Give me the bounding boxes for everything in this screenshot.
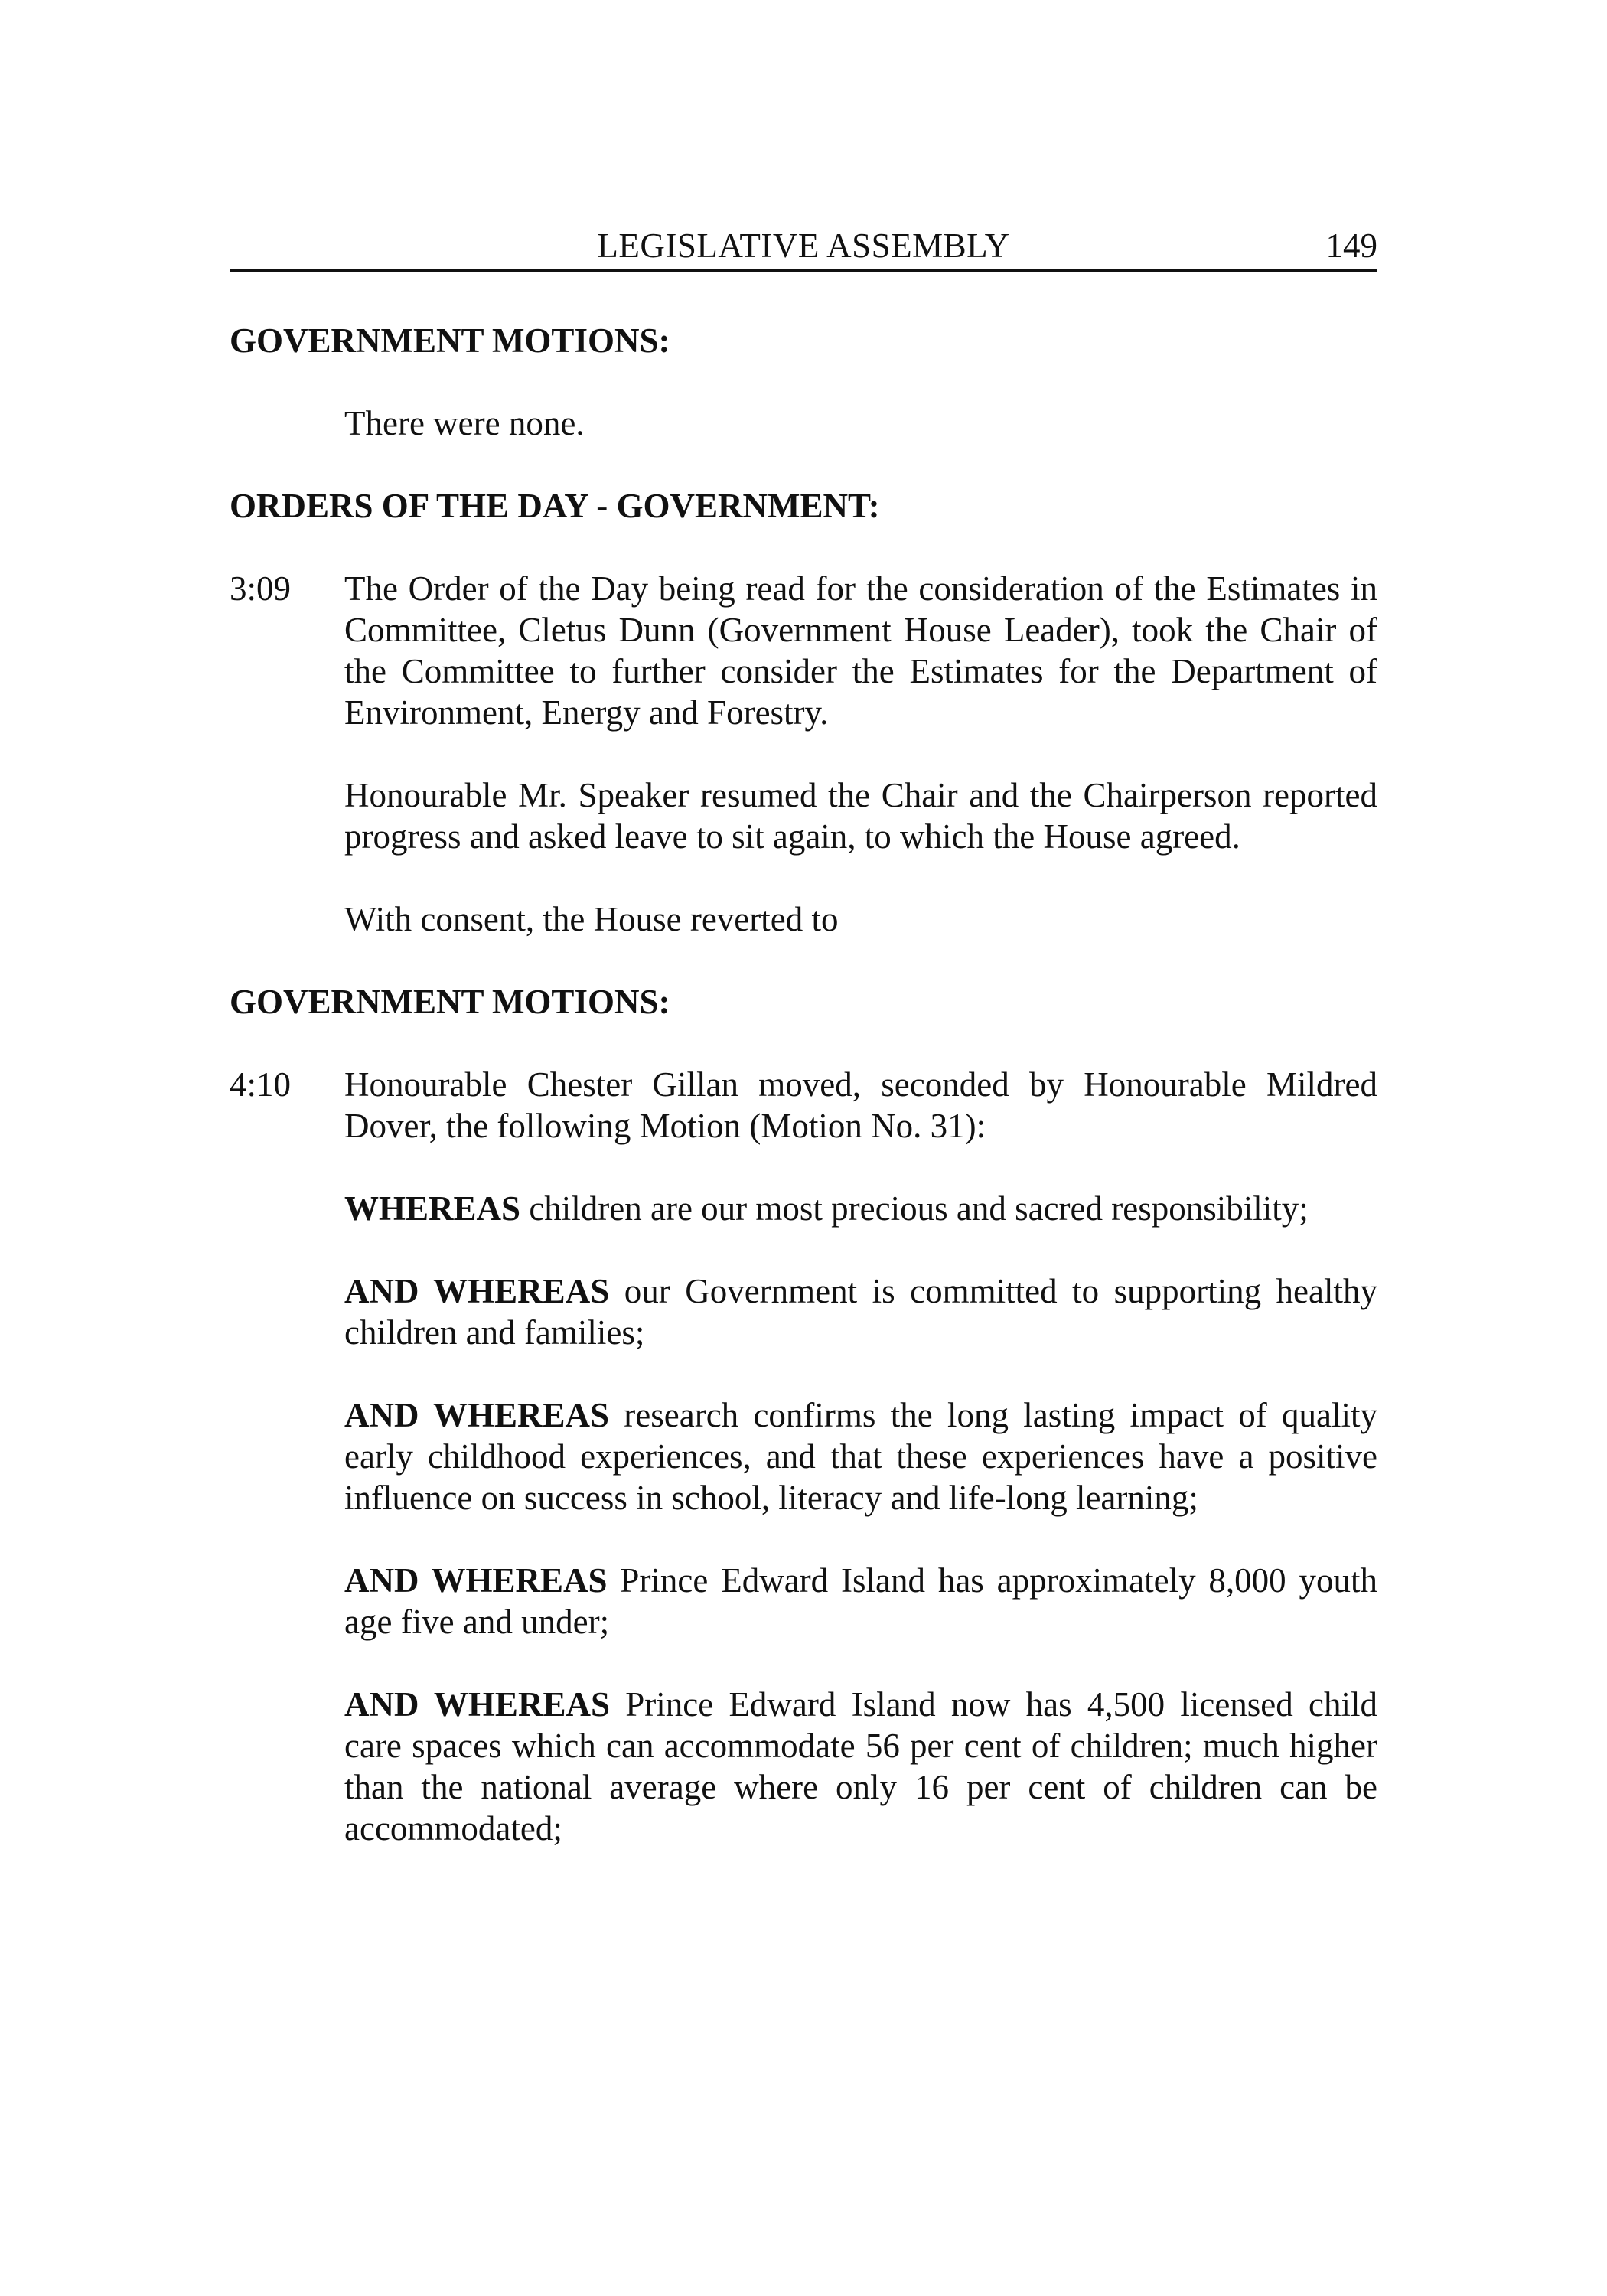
paragraph-house-reverted: With consent, the House reverted to [344, 900, 839, 938]
page-header [230, 222, 1377, 272]
entry-time: 4:10 [230, 1065, 292, 1104]
whereas-keyword: AND WHEREAS [344, 1685, 610, 1724]
whereas-text: Prince Edward Island has approximately 8,000 youth age five and under; [344, 1561, 1378, 1641]
section-heading-government-motions: GOVERNMENT MOTIONS: [230, 321, 670, 360]
whereas-clause [344, 1684, 1377, 1849]
whereas-keyword: WHEREAS [344, 1189, 521, 1228]
entry-estimates [230, 568, 1377, 733]
header-title: LEGISLATIVE ASSEMBLY [597, 227, 1010, 265]
whereas-keyword: AND WHEREAS [344, 1561, 608, 1600]
whereas-text: children are our most precious and sacred responsibility; [529, 1189, 1309, 1228]
whereas-text: Prince Edward Island now has 4,500 licensed child care spaces which can accommodate 56 per cent of children; much higher than the national average where only 16 per cent of children can be accommodated; [344, 1685, 1377, 1848]
whereas-keyword: AND WHEREAS [344, 1396, 610, 1434]
entry-text: The Order of the Day being read for the consideration of the Estimates in Committee, Cletus Dunn (Government House Leader), took the Chair of the Committee to further consider the Estimates for the Department of Environment, Energy and Forestry. [344, 569, 1377, 732]
whereas-text: our Government is committed to supporting healthy children and families; [344, 1272, 1378, 1352]
section-heading-orders-of-the-day: ORDERS OF THE DAY - GOVERNMENT: [230, 487, 880, 525]
section-heading-government-motions-2: GOVERNMENT MOTIONS: [230, 983, 670, 1021]
whereas-clause [344, 1188, 1377, 1229]
page-number: 149 [1325, 227, 1377, 265]
whereas-clause [344, 1394, 1377, 1518]
entry-time: 3:09 [230, 569, 292, 608]
whereas-keyword: AND WHEREAS [344, 1272, 610, 1310]
whereas-clause [344, 1560, 1377, 1642]
entry-motion-31 [230, 1064, 1377, 1146]
whereas-text: research confirms the long lasting impact of quality early childhood experiences, and that these experiences have a positive influence on success in school, literacy and life-long learning; [344, 1396, 1377, 1517]
paragraph-none: There were none. [344, 404, 585, 442]
whereas-clause [344, 1270, 1377, 1353]
document-page [230, 222, 1377, 1849]
entry-text: Honourable Chester Gillan moved, seconded by Honourable Mildred Dover, the following Motion (Motion No. 31): [344, 1065, 1377, 1145]
paragraph-speaker-resumed: Honourable Mr. Speaker resumed the Chair and the Chairperson reported progress and asked leave to sit again, to which the House agreed. [344, 776, 1377, 856]
